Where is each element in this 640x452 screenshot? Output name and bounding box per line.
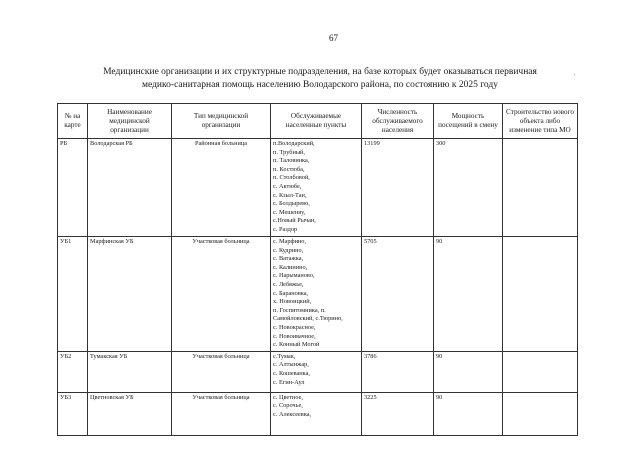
cell-type: Участковая больница [172, 237, 271, 352]
cell-code: УБ2 [58, 351, 88, 392]
location-item: с. Барановка, [273, 289, 309, 297]
cell-locations [271, 139, 362, 237]
location-item: с.Тумак, [273, 352, 296, 360]
location-item: с. Мешеняу, [273, 208, 306, 216]
location-item: с. Кудрино, [273, 246, 304, 254]
header-num: № на карте [58, 104, 88, 139]
location-item: с. Алексеевка, [273, 410, 312, 418]
location-item: с.Новый Рычан, [273, 217, 316, 225]
cell-capacity: 90 [434, 351, 503, 392]
location-item: с. Цветное, [273, 393, 303, 401]
location-item: с. Нарымановo, [273, 272, 315, 280]
location-item: с. Актюбе, [273, 182, 302, 190]
location-item: п. Таловинка, [273, 157, 310, 165]
location-item: с. Марфино, [273, 238, 307, 245]
table-row [58, 139, 578, 237]
medical-organizations-table [57, 103, 578, 436]
cell-name: Тумакская УБ [88, 351, 172, 392]
cell-construction [503, 237, 578, 352]
cell-construction [503, 351, 578, 392]
header-locations: Обслуживаемые населенные пункты [271, 104, 362, 139]
location-item: с. Кзыл-Тан, [273, 191, 307, 199]
location-item: с. Лебяжье, [273, 280, 304, 288]
location-item: п. Столбовой, [273, 174, 310, 182]
location-item: п. Госпитомника, п. Самойловский, с.Тюрино, [273, 306, 343, 323]
cell-capacity: 300 [434, 139, 503, 237]
location-item: п. Трубный, [273, 148, 306, 156]
title-line-2: медико-санитарная помощь населению Володарского района, по состоянию к 2025 году [142, 80, 498, 90]
cell-population: 13199 [362, 139, 434, 237]
header-capacity: Мощность посещений в смену [434, 104, 503, 139]
header-construction: Строительство нового объекта либо изменение типа МО [503, 104, 578, 139]
location-item: с. Егин-Аул [273, 378, 305, 386]
location-item: с. Сорочье, [273, 402, 303, 410]
cell-construction [503, 139, 578, 237]
location-item: с. Новоивачное, [273, 332, 316, 340]
cell-type: Районная больница [172, 139, 271, 237]
cell-type: Участковая больница [172, 392, 271, 435]
header-type: Тип медицинской организации [172, 104, 271, 139]
cell-capacity: 90 [434, 392, 503, 435]
cell-code: УБ3 [58, 392, 88, 435]
document-title [60, 66, 580, 92]
location-item: с. Ватажка, [273, 255, 304, 263]
location-item: с. Конный Могой [273, 341, 320, 349]
cell-code: УБ1 [58, 237, 88, 352]
header-population: Численность обслуживаемого населения [362, 104, 434, 139]
location-item: с. Новокрасное, [273, 323, 316, 331]
cell-type: Участковая больница [172, 351, 271, 392]
location-item: х. Новоицкий, [273, 298, 312, 306]
cell-locations [271, 237, 362, 352]
table-row [58, 392, 578, 435]
header-name: Наименование медицинской организации [88, 104, 172, 139]
location-item: с. Калинино, [273, 263, 308, 271]
table-row [58, 237, 578, 352]
cell-locations [271, 392, 362, 435]
location-item: с. Кошеванка, [273, 369, 311, 377]
page-number: 67 [329, 33, 338, 43]
location-item: с. Раздор [273, 225, 298, 233]
location-item: с. Болдырево, [273, 200, 310, 208]
location-item: п. Костюба, [273, 165, 305, 173]
table-header-row [58, 104, 578, 139]
cell-code: РБ [58, 139, 88, 237]
cell-name: Володарская РБ [88, 139, 172, 237]
cell-population: 5705 [362, 237, 434, 352]
location-item: п.Володарский, [273, 140, 315, 147]
cell-construction [503, 392, 578, 435]
table-row [58, 351, 578, 392]
cell-capacity: 90 [434, 237, 503, 352]
cell-population: 3225 [362, 392, 434, 435]
title-line-1: Медицинские организации и их структурные подразделения, на базе которых будет оказываться первичная [103, 67, 537, 77]
cell-name: Цветновская УБ [88, 392, 172, 435]
scan-mark: ' [574, 74, 576, 80]
cell-name: Марфинская УБ [88, 237, 172, 352]
location-item: с. Алтынжар, [273, 361, 309, 369]
cell-population: 3786 [362, 351, 434, 392]
cell-locations [271, 351, 362, 392]
